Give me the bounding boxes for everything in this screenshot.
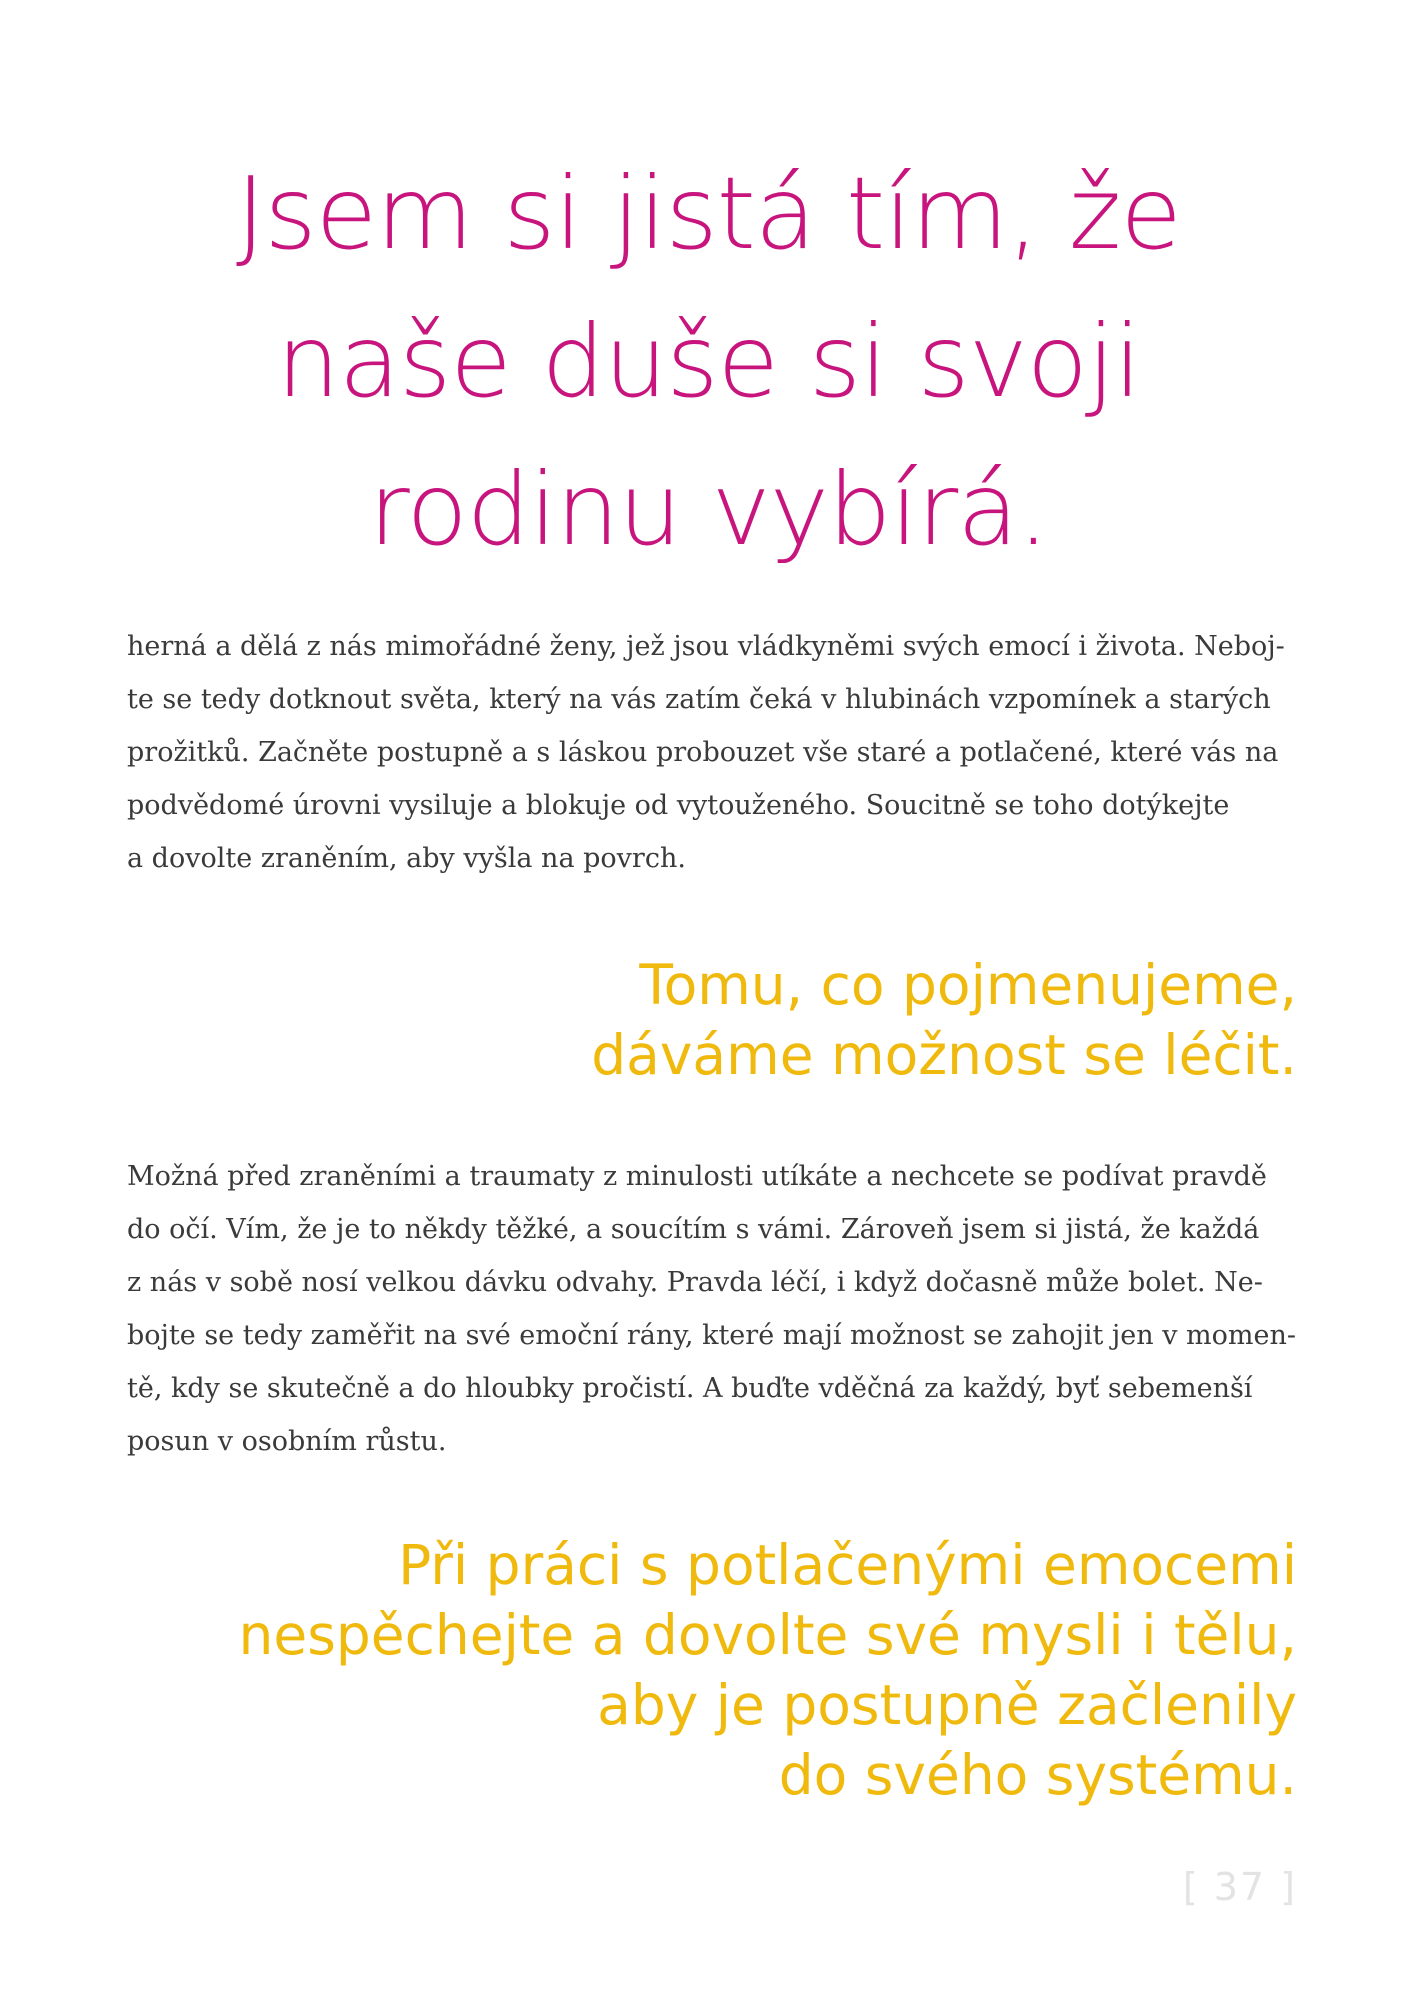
paragraph-line: do očí. Vím, že je to někdy těžké, a soucítím s vámi. Zároveň jsem si jistá, že každá	[127, 1214, 1260, 1245]
paragraph-line: z nás v sobě nosí velkou dávku odvahy. Pravda léčí, i když dočasně může bolet. Ne-	[127, 1267, 1263, 1298]
paragraph-1	[127, 620, 1297, 885]
headline	[120, 140, 1297, 584]
quote-line: Při práci s potlačenými emocemi	[398, 1533, 1297, 1597]
paragraph-line: herná a dělá z nás mimořádné ženy, jež jsou vládkyněmi svých emocí i života. Neboj-	[127, 631, 1285, 662]
headline-line: naše duše si svoji	[276, 303, 1141, 420]
page-number: [ 37 ]	[1182, 1865, 1297, 1909]
quote-line: Tomu, co pojmenujeme,	[639, 953, 1297, 1017]
quote-line: aby je postupně začlenily	[597, 1673, 1297, 1737]
quote-line: do svého systému.	[778, 1743, 1297, 1807]
quote-line: nespěchejte a dovolte své mysli i tělu,	[238, 1603, 1297, 1667]
paragraph-2	[127, 1150, 1297, 1468]
paragraph-line: tě, kdy se skutečně a do hloubky pročistí. A buďte vděčná za každý, byť sebemenší	[127, 1373, 1253, 1404]
paragraph-line: prožitků. Začněte postupně a s láskou probouzet vše staré a potlačené, které vás na	[127, 737, 1279, 768]
headline-line: Jsem si jistá tím, že	[236, 155, 1181, 272]
paragraph-line: posun v osobním růstu.	[127, 1426, 447, 1457]
paragraph-line: a dovolte zraněním, aby vyšla na povrch.	[127, 843, 686, 874]
paragraph-line: podvědomé úrovni vysiluje a blokuje od vytouženého. Soucitně se toho dotýkejte	[127, 790, 1230, 821]
paragraph-line: Možná před zraněními a traumaty z minulosti utíkáte a nechcete se podívat pravdě	[127, 1161, 1267, 1192]
paragraph-line: bojte se tedy zaměřit na své emoční rány, které mají možnost se zahojit jen v momen-	[127, 1320, 1296, 1351]
pull-quote-2	[127, 1530, 1297, 1810]
paragraph-line: te se tedy dotknout světa, který na vás zatím čeká v hlubinách vzpomínek a starých	[127, 684, 1271, 715]
headline-line: rodinu vybírá.	[368, 451, 1049, 568]
quote-line: dáváme možnost se léčit.	[591, 1023, 1297, 1087]
pull-quote-1	[127, 950, 1297, 1090]
